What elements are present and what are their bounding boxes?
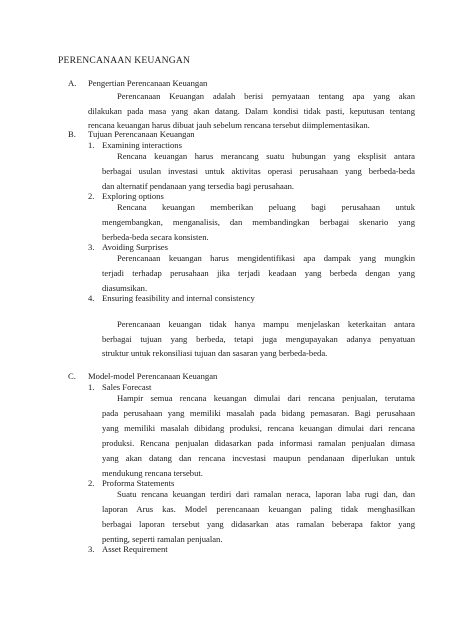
item-number: 2. xyxy=(88,478,95,488)
item-heading: Sales Forecast xyxy=(102,382,152,392)
closing-line: Perencanaan keuangan tidak hanya mampu menjelaskan keterkaitan antara xyxy=(117,319,415,329)
closing-line: berbagai tujuan yang berbeda, tetapi juga mengupayakan adanya penyatuan xyxy=(102,334,415,344)
item-line: Rencana keuangan memberikan peluang bagi perusahaan untuk xyxy=(117,202,415,212)
item-line: mendukung rencana tersebut. xyxy=(102,468,203,478)
item-line: pada perusahaan yang memiliki masalah pada bidang pemasaran. Bagi perusahaan xyxy=(102,408,415,418)
item-line: Rencana keuangan harus merancang suatu hubungan yang eksplisit antara xyxy=(117,151,415,161)
item-heading: Proforma Statements xyxy=(102,478,175,488)
item-line: terjadi terhadap perusahaan jika terjadi keadaan yang berbeda dengan yang xyxy=(102,268,415,278)
item-line: Suatu rencana keuangan terdiri dari ramalan neraca, laporan laba rugi dan, dan xyxy=(117,489,415,499)
item-line: Perencanaan keuangan harus mengidentifikasi apa dampak yang mungkin xyxy=(117,253,415,263)
document-title: PERENCANAAN KEUANGAN xyxy=(58,55,191,66)
section-b-marker: B. xyxy=(68,129,76,139)
item-heading: Examining interactions xyxy=(102,140,182,150)
item-line: yang akan datang dan rencana incvestasi maupun pendanaan diperlukan untuk xyxy=(102,453,415,463)
item-number: 4. xyxy=(88,293,95,303)
section-a-line: dilakukan pada masa yang akan datang. Dalam kondisi tidak pasti, keputusan tentang xyxy=(88,106,415,116)
section-a-line: Perencanaan Keuangan adalah berisi pernyataan tentang apa yang akan xyxy=(117,91,415,101)
item-line: berbagai laporan tersebut yang didasarkan atas ramalan beberapa faktor yang xyxy=(102,519,415,529)
item-number: 2. xyxy=(88,191,95,201)
item-line: yang memiliki masalah dibidang produksi, rencana keuangan dimulai dari rencana xyxy=(102,423,415,433)
item-number: 3. xyxy=(88,242,95,252)
item-heading: Asset Requirement xyxy=(102,544,168,554)
item-number: 1. xyxy=(88,140,95,150)
item-line: penting, seperti ramalan penjualan. xyxy=(102,534,223,544)
section-b-heading: Tujuan Perencanaan Keuangan xyxy=(88,129,195,139)
item-heading: Avoiding Surprises xyxy=(102,242,168,252)
item-heading: Ensuring feasibility and internal consistency xyxy=(102,293,255,303)
closing-line: struktur untuk rekonsiliasi tujuan dan sasaran yang berbeda-beda. xyxy=(102,348,328,358)
item-number: 3. xyxy=(88,544,95,554)
item-heading: Exploring options xyxy=(102,191,164,201)
item-line: berbeda-beda secara konsisten. xyxy=(102,232,209,242)
section-a-line: rencana keuangan harus dibuat jauh sebelum rencana tersebut diimplementasikan. xyxy=(88,120,370,130)
item-line: produksi. Rencana penjualan didasarkan pada informasi ramalan penjualan dimasa xyxy=(102,438,415,448)
section-a-marker: A. xyxy=(68,78,77,88)
section-a-heading: Pengertian Perencanaan Keuangan xyxy=(88,78,208,88)
section-c-heading: Model-model Perencanaan Keuangan xyxy=(88,371,218,381)
item-line: dan alternatif pendanaan yang tersedia bagi perusahaan. xyxy=(102,181,295,191)
item-line: berbagai usulan investasi untuk aktivitas operasi perusahaan yang berbeda-beda xyxy=(102,166,415,176)
item-line: laporan Arus kas. Model perencanaan keuangan paling tidak menghasilkan xyxy=(102,504,415,514)
item-number: 1. xyxy=(88,382,95,392)
item-line: mengembangkan, menganalisis, dan membandingkan berbagai skenario yang xyxy=(102,217,415,227)
section-c-marker: C. xyxy=(68,371,76,381)
item-line: Hampir semua rencana keuangan dimulai dari rencana penjualan, terutama xyxy=(117,393,415,403)
item-line: diasumsikan. xyxy=(102,283,148,293)
